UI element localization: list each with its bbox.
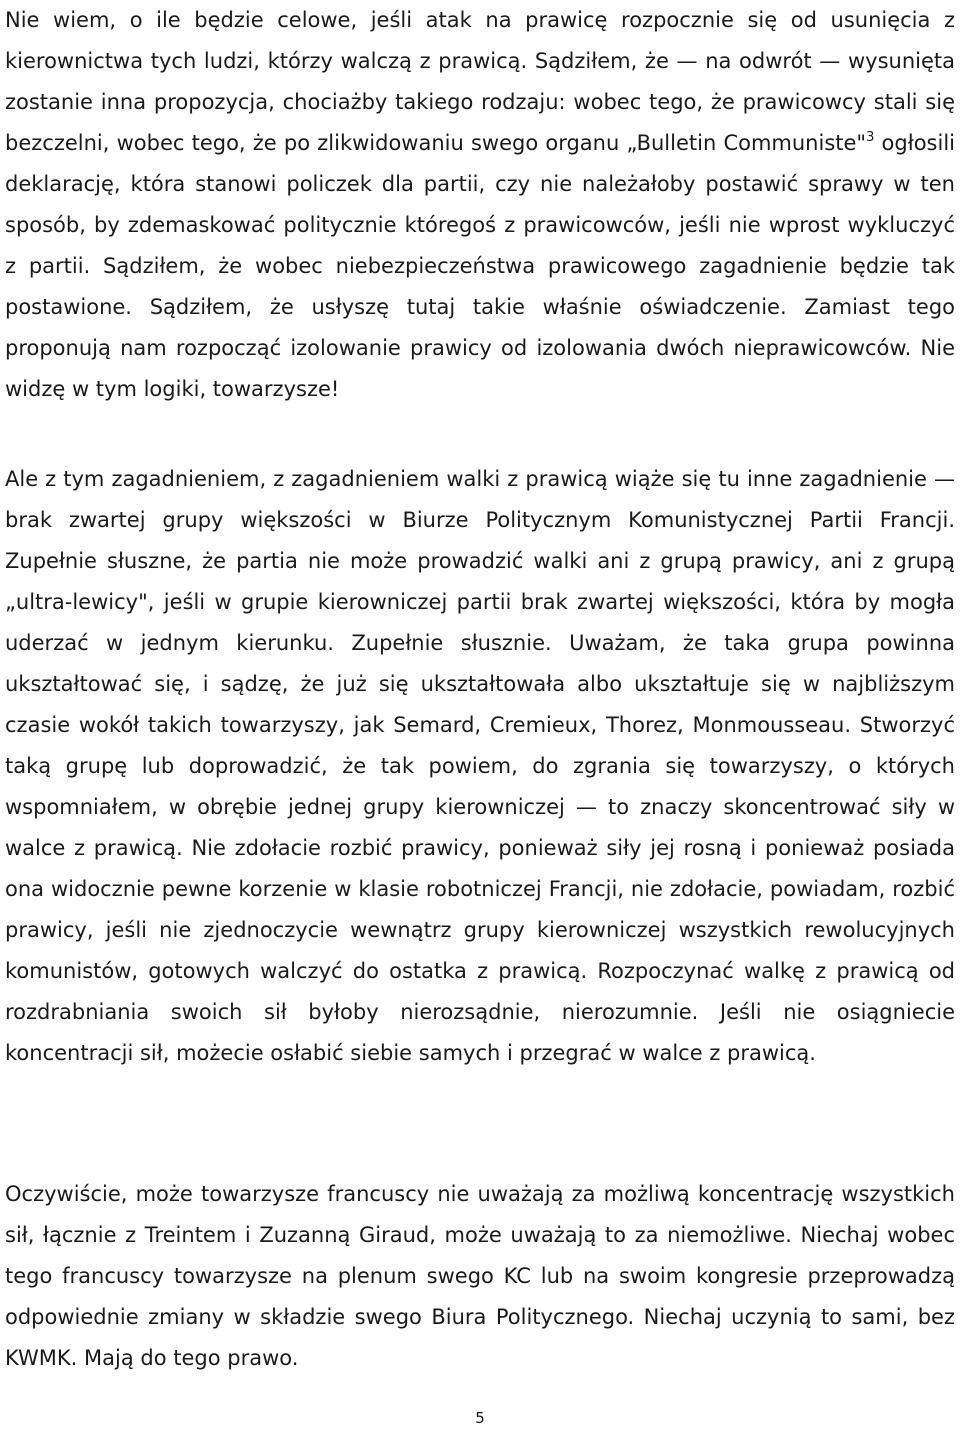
paragraph-1-text-after-footnote: ogłosili deklarację, która stanowi policzek dla partii, czy nie należałoby postawić sprawy w ten sposób, by zdemaskować politycznie któregoś z prawicowców, jeśli nie wprost wykluczyć z partii. Sądziłem, że wobec niebezpieczeństwa prawicowego zagadnienie będzie tak postawione. Sądziłem, że usłyszę tutaj takie właśnie oświadczenie. Zamiast tego proponują nam rozpocząć izolowanie prawicy od izolowania dwóch nieprawicowców. Nie widzę w tym logiki, towarzysze! (5, 131, 955, 401)
page-number: 5 (475, 1409, 485, 1427)
paragraph-1 (5, 0, 955, 410)
paragraph-3: Oczywiście, może towarzysze francuscy nie uważają za możliwą koncentrację wszystkich sił, łącznie z Treintem i Zuzanną Giraud, może uważają to za niemożliwe. Niechaj wobec tego francuscy towarzysze na plenum swego KC lub na swoim kongresie przeprowadzą odpowiednie zmiany w składzie swego Biura Politycznego. Niechaj uczynią to sami, bez KWMK. Mają do tego prawo. (5, 1182, 955, 1370)
footnote-reference: 3 (866, 130, 875, 145)
paragraph-2: Ale z tym zagadnieniem, z zagadnieniem walki z prawicą wiąże się tu inne zagadnienie — brak zwartej grupy większości w Biurze Politycznym Komunistycznej Partii Francji. Zupełnie słuszne, że partia nie może prowadzić walki ani z grupą prawicy, ani z grupą „ultra-lewicy", jeśli w grupie kierowniczej partii brak zwartej większości, która by mogła uderzać w jednym kierunku. Zupełnie słusznie. Uważam, że taka grupa powinna ukształtować się, i sądzę, że już się ukształtowała albo ukształtuje się w najbliższym czasie wokół takich towarzyszy, jak Semard, Cremieux, Thorez, Monmousseau. Stworzyć taką grupę lub doprowadzić, że tak powiem, do zgrania się towarzyszy, o których wspomniałem, w obrębie jednej grupy kierowniczej — to znaczy skoncentrować siły w walce z prawicą. Nie zdołacie rozbić prawicy, ponieważ siły jej rosną i ponieważ posiada ona widocznie pewne korzenie w klasie robotniczej Francji, nie zdołacie, powiadam, rozbić prawicy, jeśli nie zjednoczycie wewnątrz grupy kierowniczej wszystkich rewolucyjnych komunistów, gotowych walczyć do ostatka z prawicą. Rozpoczynać walkę z prawicą od rozdrabniania swoich sił byłoby nierozsądnie, nierozumnie. Jeśli nie osiągniecie koncentracji sił, możecie osłabić siebie samych i przegrać w walce z prawicą. (5, 467, 955, 1065)
paragraph-1-text-before-footnote: Nie wiem, o ile będzie celowe, jeśli atak na prawicę rozpocznie się od usunięcia z kierownictwa tych ludzi, którzy walczą z prawicą. Sądziłem, że — na odwrót — wysunięta zostanie inna propozycja, chociażby takiego rodzaju: wobec tego, że prawicowcy stali się bezczelni, wobec tego, że po zlikwidowaniu swego organu „Bulletin Communiste" (5, 8, 955, 155)
